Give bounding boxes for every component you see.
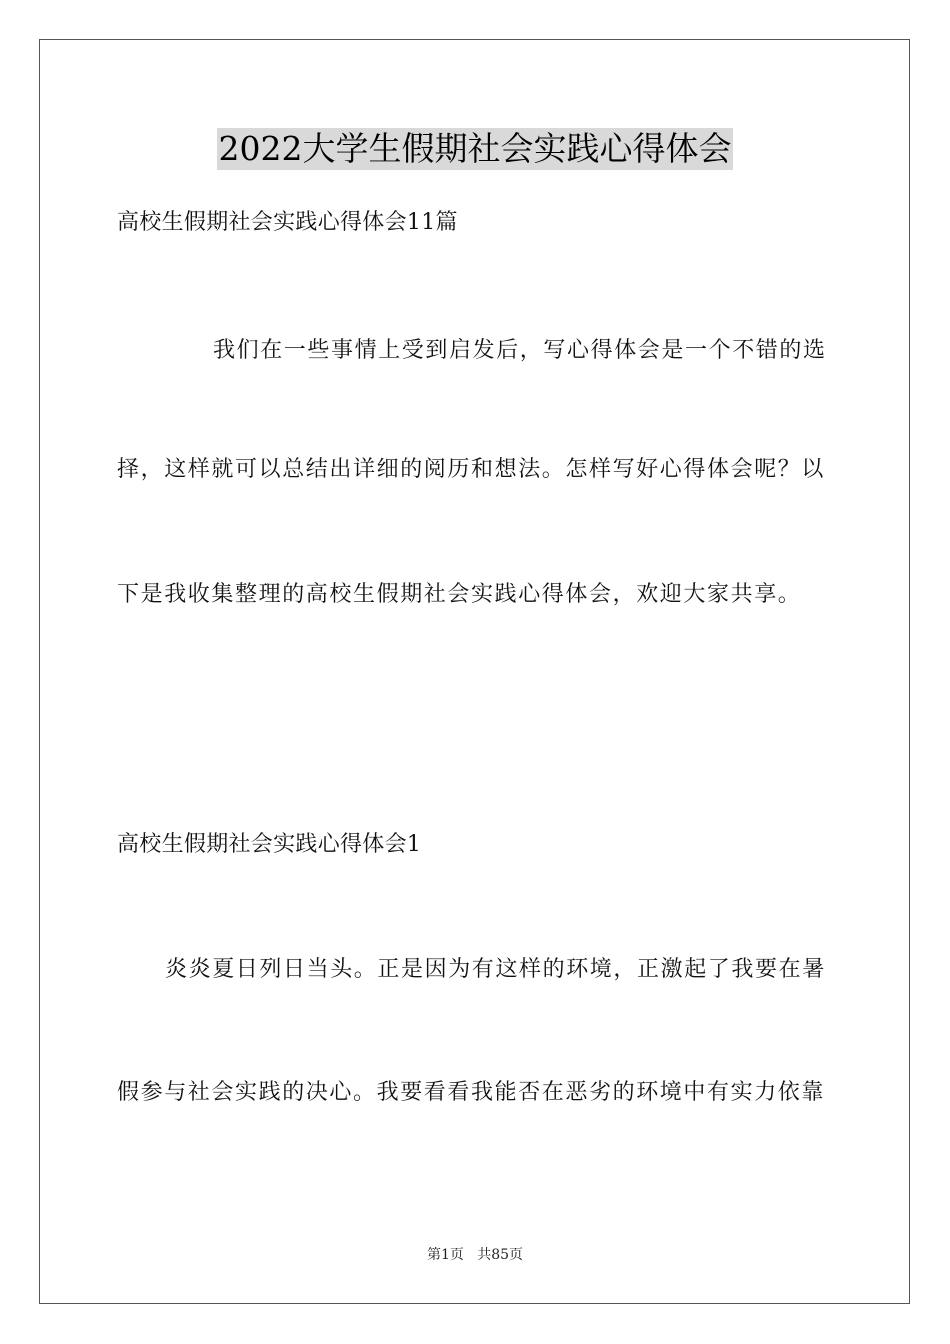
intro-paragraph-line-1: 我们在一些事情上受到启发后，写心得体会是一个不错的选 — [213, 338, 827, 363]
document-subtitle: 高校生假期社会实践心得体会11篇 — [117, 210, 458, 235]
page-footer: 第1页 共85页 — [426, 1247, 524, 1263]
section-heading: 高校生假期社会实践心得体会1 — [117, 832, 422, 857]
intro-paragraph-line-2: 择，这样就可以总结出详细的阅历和想法。怎样写好心得体会呢？以 — [117, 457, 826, 482]
section-paragraph-line-1: 炎炎夏日列日当头。正是因为有这样的环境，正激起了我要在暑 — [165, 957, 826, 982]
document-title: 2022大学生假期社会实践心得体会 — [218, 129, 732, 168]
title-container — [0, 128, 950, 170]
section-paragraph-line-2: 假参与社会实践的决心。我要看看我能否在恶劣的环境中有实力依靠 — [117, 1080, 826, 1105]
intro-paragraph-line-3: 下是我收集整理的高校生假期社会实践心得体会，欢迎大家共享。 — [117, 582, 802, 607]
